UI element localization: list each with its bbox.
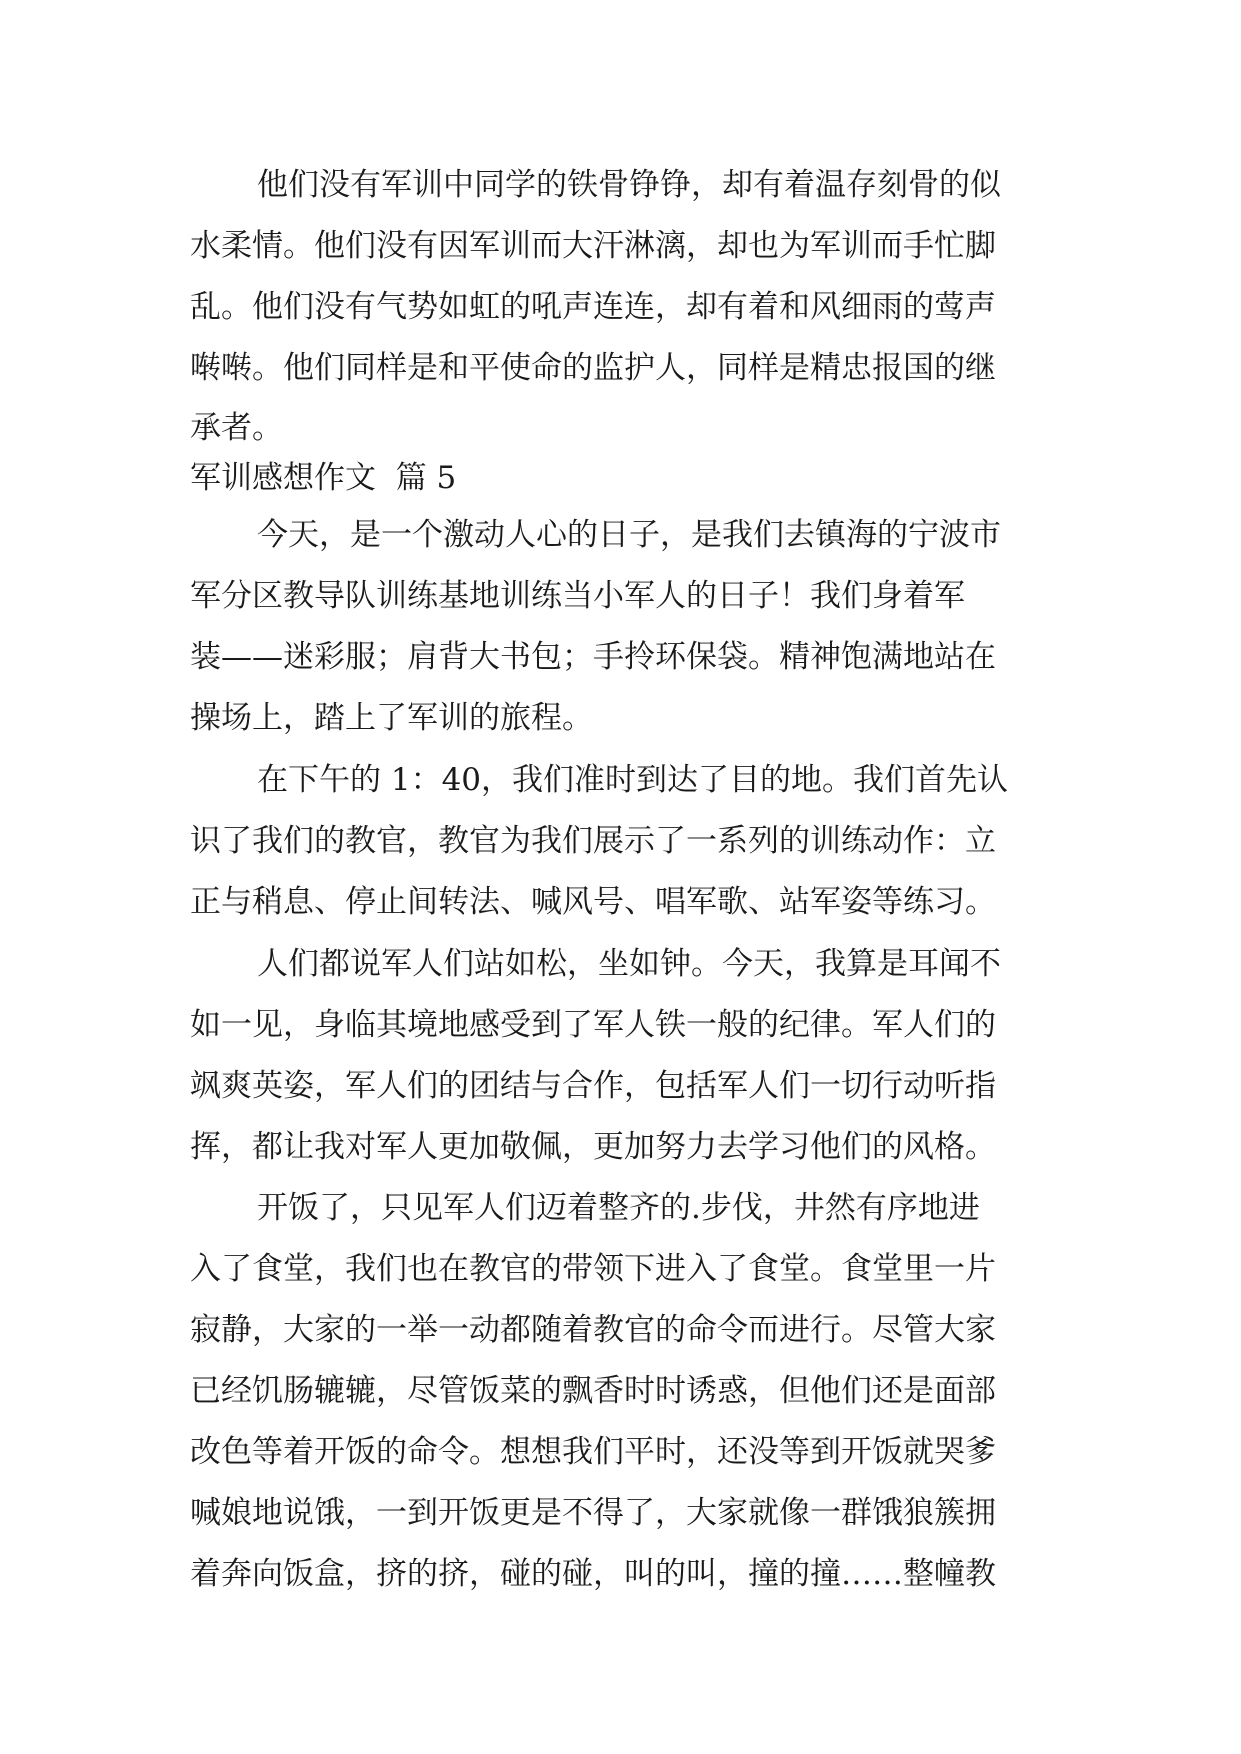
paragraph-5-line-1: 开饭了，只见军人们迈着整齐的.步伐，井然有序地进 xyxy=(257,1190,980,1226)
section-heading: 军训感想作文 篇 5 xyxy=(190,460,457,496)
paragraph-5-line-4: 已经饥肠辘辘，尽管饭菜的飘香时时诱惑，但他们还是面部 xyxy=(190,1373,996,1409)
paragraph-3-line-3: 正与稍息、停止间转法、喊风号、唱军歌、站军姿等练习。 xyxy=(190,884,996,920)
paragraph-4-line-4: 挥，都让我对军人更加敬佩，更加努力去学习他们的风格。 xyxy=(190,1129,996,1165)
paragraph-2-line-3: 装——迷彩服；肩背大书包；手拎环保袋。精神饱满地站在 xyxy=(190,639,996,675)
paragraph-3-line-2: 识了我们的教官，教官为我们展示了一系列的训练动作：立 xyxy=(190,823,996,859)
paragraph-5-line-5: 改色等着开饭的命令。想想我们平时，还没等到开饭就哭爹 xyxy=(190,1434,996,1470)
paragraph-4-line-3: 飒爽英姿，军人们的团结与合作，包括军人们一切行动听指 xyxy=(190,1068,996,1104)
paragraph-5-line-2: 入了食堂，我们也在教官的带领下进入了食堂。食堂里一片 xyxy=(190,1251,996,1287)
paragraph-5-line-6: 喊娘地说饿，一到开饭更是不得了，大家就像一群饿狼簇拥 xyxy=(190,1495,996,1531)
paragraph-1-line-2: 水柔情。他们没有因军训而大汗淋漓，却也为军训而手忙脚 xyxy=(190,228,996,264)
paragraph-1-line-3: 乱。他们没有气势如虹的吼声连连，却有着和风细雨的莺声 xyxy=(190,289,996,325)
paragraph-5-line-3: 寂静，大家的一举一动都随着教官的命令而进行。尽管大家 xyxy=(190,1312,996,1348)
paragraph-4-line-2: 如一见，身临其境地感受到了军人铁一般的纪律。军人们的 xyxy=(190,1007,996,1043)
paragraph-4-line-1: 人们都说军人们站如松，坐如钟。今天，我算是耳闻不 xyxy=(257,946,1001,982)
paragraph-2-line-2: 军分区教导队训练基地训练当小军人的日子！我们身着军 xyxy=(190,578,965,614)
paragraph-1-line-4: 啭啭。他们同样是和平使命的监护人，同样是精忠报国的继 xyxy=(190,350,996,386)
paragraph-1-line-1: 他们没有军训中同学的铁骨铮铮，却有着温存刻骨的似 xyxy=(257,167,1001,203)
paragraph-2-line-4: 操场上，踏上了军训的旅程。 xyxy=(190,700,593,736)
paragraph-5-line-7: 着奔向饭盒，挤的挤，碰的碰，叫的叫，撞的撞……整幢教 xyxy=(190,1556,996,1592)
paragraph-1-line-5: 承者。 xyxy=(190,410,283,446)
paragraph-2-line-1: 今天，是一个激动人心的日子，是我们去镇海的宁波市 xyxy=(257,517,1001,553)
paragraph-3-line-1: 在下午的 1：40，我们准时到达了目的地。我们首先认 xyxy=(257,762,1009,798)
